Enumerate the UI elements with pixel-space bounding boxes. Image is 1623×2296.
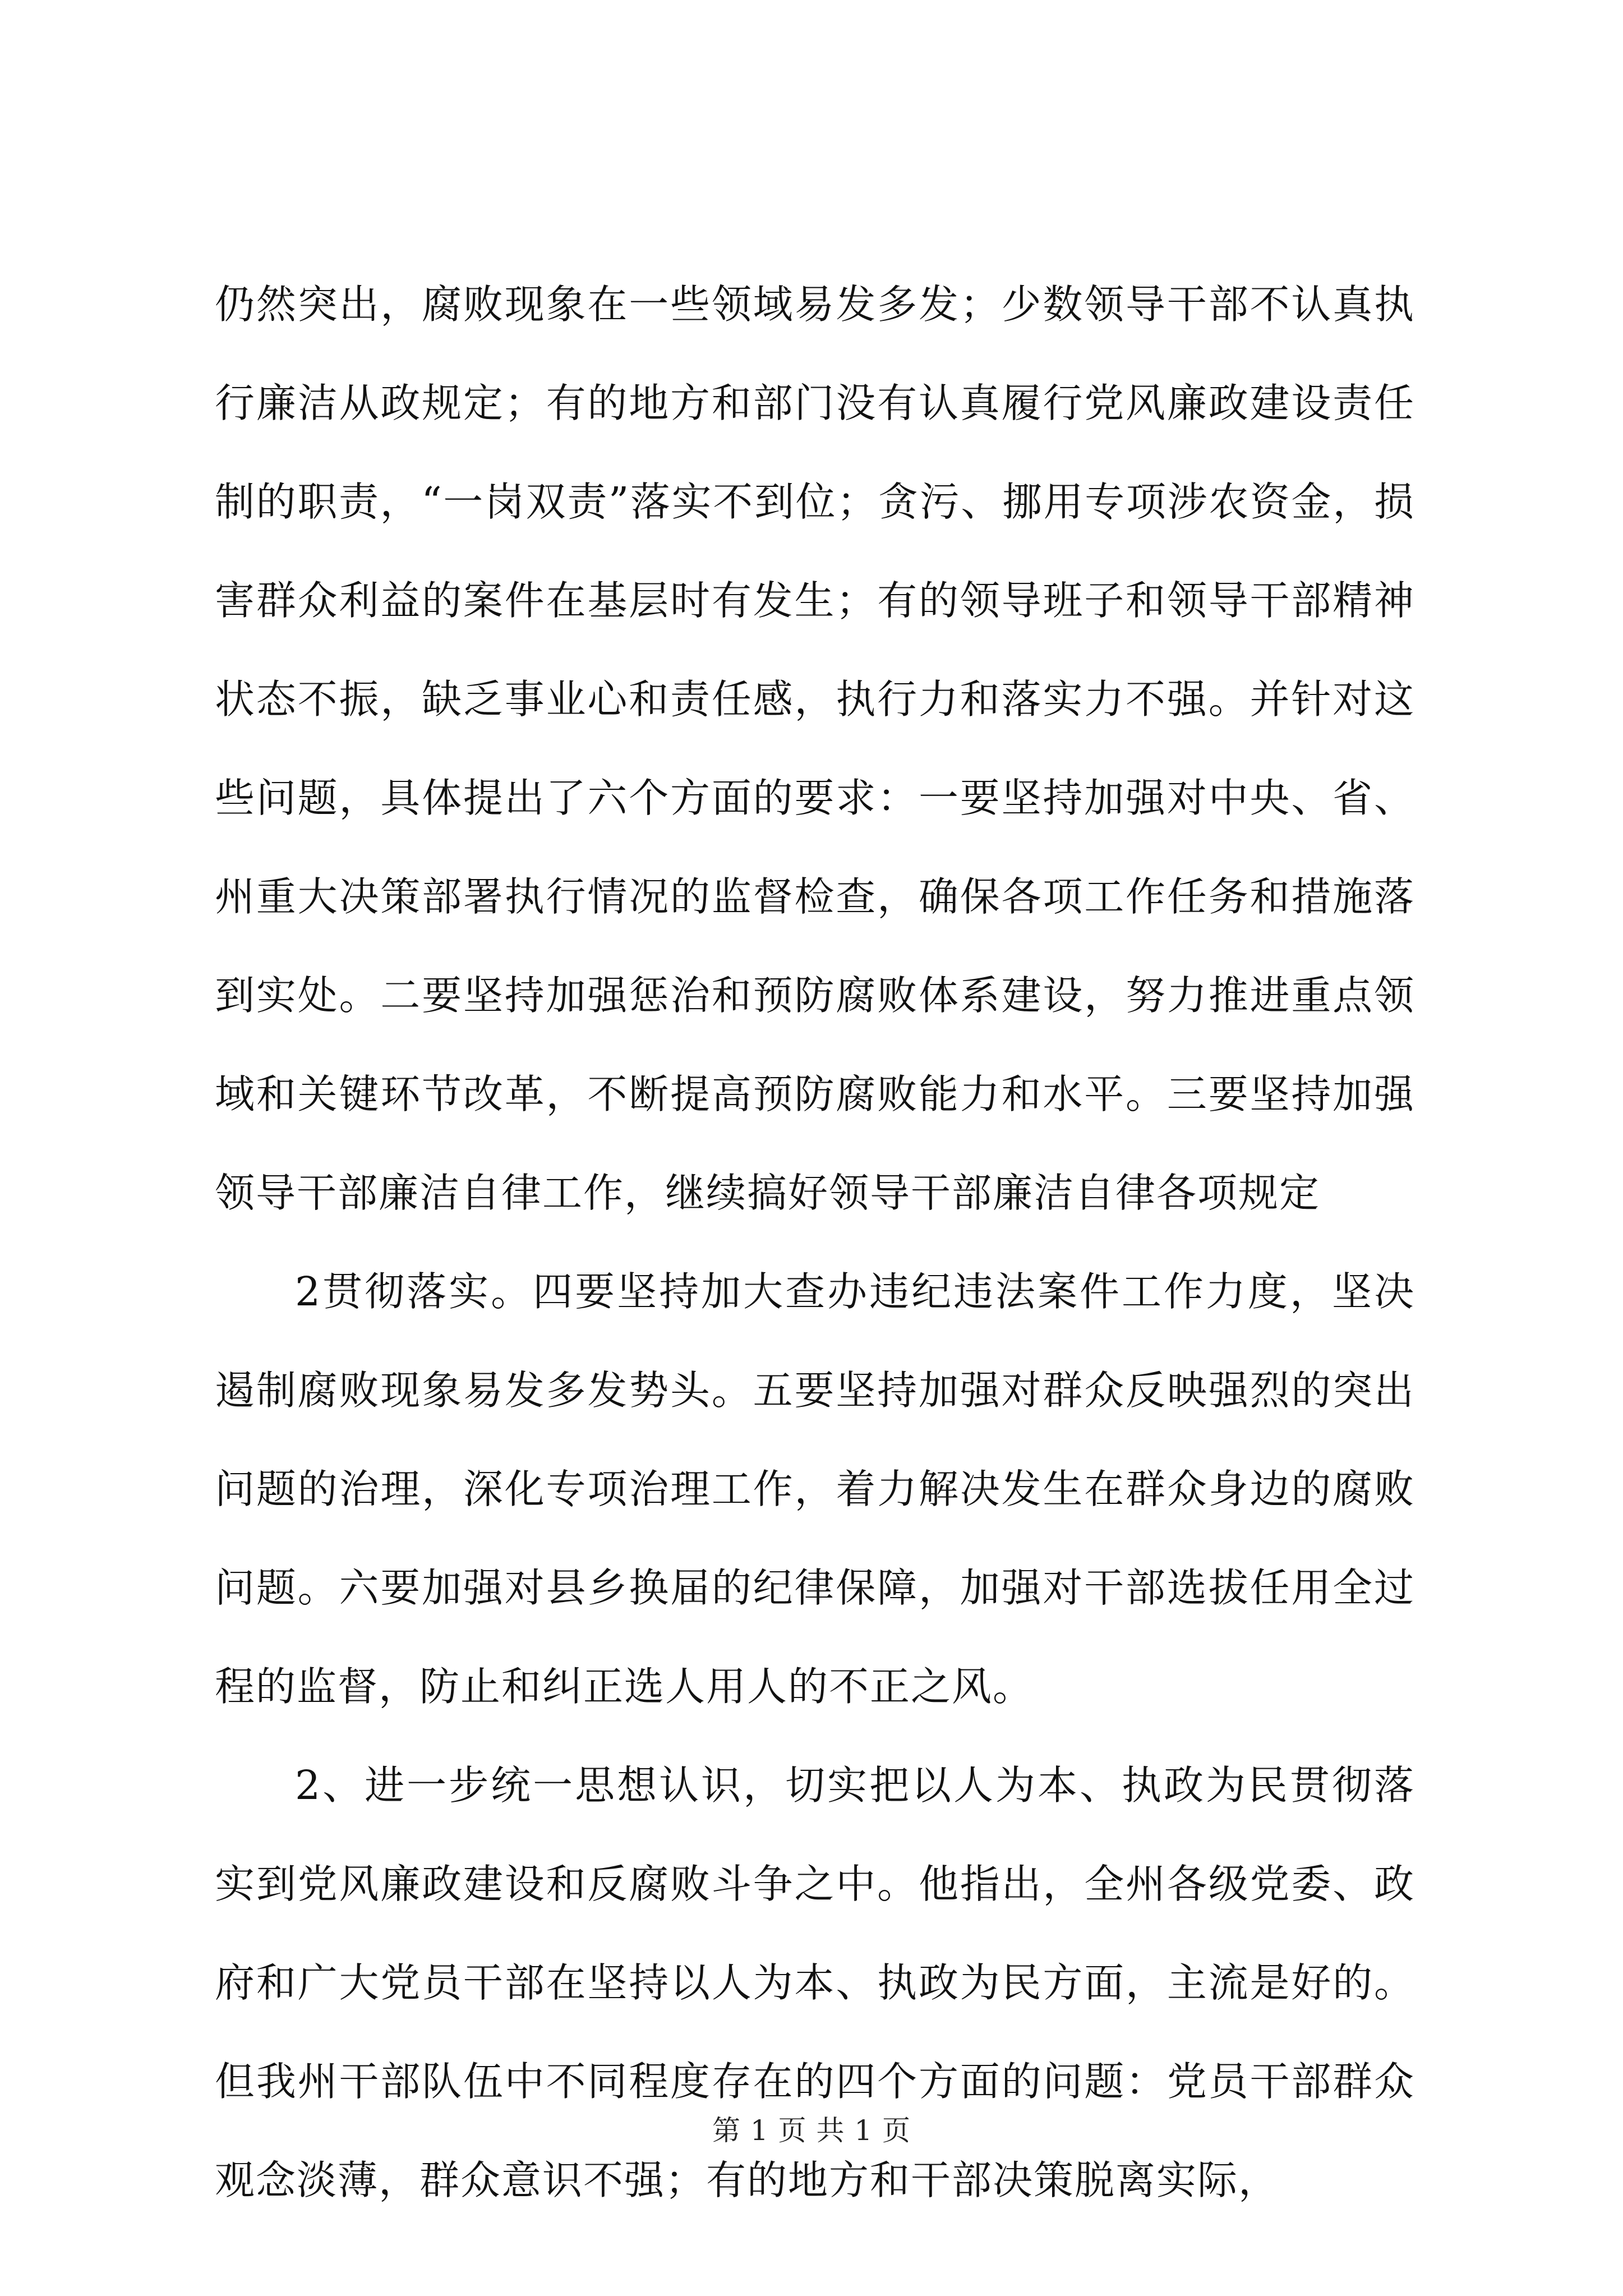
page-number-footer: 第 1 页 共 1 页 bbox=[712, 2114, 911, 2147]
paragraph-2: 2贯彻落实。四要坚持加大查办违纪违法案件工作力度，坚决遏制腐败现象易发多发势头。五要坚持加强对群众反映强烈的突出问题的治理，深化专项治理工作，着力解决发生在群众身边的腐败问题。六要加强对县乡换届的纪律保障，加强对干部选拔任用全过程的监督，防止和纠正选人用人的不正之风。 bbox=[215, 1268, 1415, 1710]
paragraph-3: 2、进一步统一思想认识，切实把以人为本、执政为民贯彻落实到党风廉政建设和反腐败斗争之中。他指出，全州各级党委、政府和广大党员干部在坚持以人为本、执政为民方面，主流是好的。但我州干部队伍中不同程度存在的四个方面的问题：党员干部群众观念淡薄，群众意识不强；有的地方和干部决策脱离实际， bbox=[215, 1762, 1415, 2203]
document-body bbox=[215, 255, 1415, 2230]
paragraph-1: 仍然突出，腐败现象在一些领域易发多发；少数领导干部不认真执行廉洁从政规定；有的地方和部门没有认真履行党风廉政建设责任制的职责，“一岗双责”落实不到位；贪污、挪用专项涉农资金，损害群众利益的案件在基层时有发生；有的领导班子和领导干部精神状态不振，缺乏事业心和责任感，执行力和落实力不强。并针对这些问题，具体提出了六个方面的要求：一要坚持加强对中央、省、州重大决策部署执行情况的监督检查，确保各项工作任务和措施落到实处。二要坚持加强惩治和预防腐败体系建设，努力推进重点领域和关键环节改革，不断提高预防腐败能力和水平。三要坚持加强领导干部廉洁自律工作，继续搞好领导干部廉洁自律各项规定 bbox=[215, 281, 1415, 1216]
